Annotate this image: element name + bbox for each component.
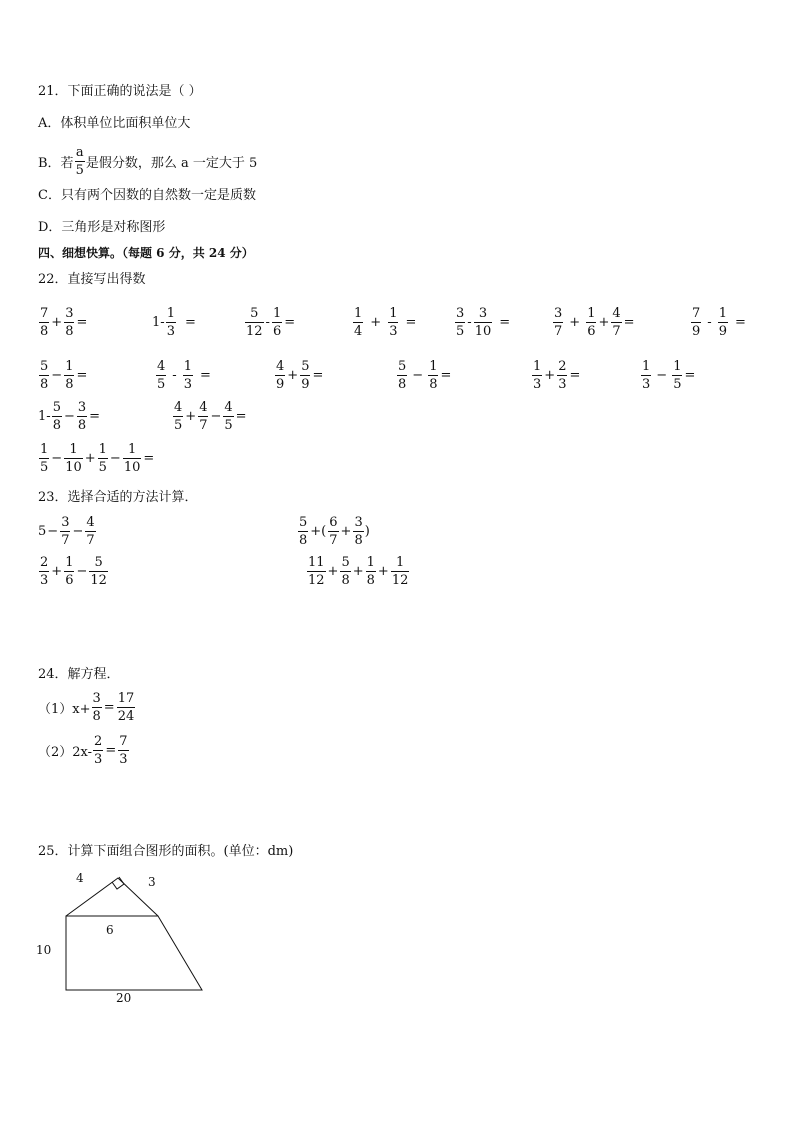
right-angle-mark xyxy=(112,877,124,889)
q21-option-c: C．只有两个因数的自然数一定是质数 xyxy=(38,188,256,203)
fraction: $\frac{a}{5}$ xyxy=(75,145,84,178)
q22-expr-5: $\frac{3}{5}$ - $\frac{3}{10}$ = xyxy=(456,306,511,339)
q22-expr-13: $\frac{1}{3}$ − $\frac{1}{5}$ = xyxy=(642,359,696,392)
q22-expr-1: $\frac{7}{8}$ + $\frac{3}{8}$ = xyxy=(40,306,88,339)
q23-title: 23．选择合适的方法计算． xyxy=(38,490,198,505)
q22-expr-2: 1 - $\frac{1}{3}$ = xyxy=(152,306,196,339)
q22-expr-7: $\frac{7}{9}$ - $\frac{1}{9}$ = xyxy=(692,306,746,339)
q21-title: 21．下面正确的说法是（ ） xyxy=(38,84,202,99)
q22-expr-12: $\frac{1}{3}$ + $\frac{2}{3}$ = xyxy=(533,359,581,392)
label-left-leg: 4 xyxy=(76,871,84,885)
q21-option-d: D．三角形是对称图形 xyxy=(38,220,166,235)
q22-expr-16: $\frac{1}{5}$ − $\frac{1}{10}$ + $\frac{1}{5}$ − $\frac{1}{10}$ = xyxy=(40,442,155,475)
q22-expr-9: $\frac{4}{5}$ - $\frac{1}{3}$ = xyxy=(157,359,211,392)
q21-option-a: A．体积单位比面积单位大 xyxy=(38,116,191,131)
label-top-base: 6 xyxy=(106,923,114,937)
q23-expr-3: $\frac{2}{3}$ + $\frac{1}{6}$ − $\frac{5}{12}$ xyxy=(40,555,107,588)
composite-figure-diagram xyxy=(30,868,250,1008)
q22-expr-8: $\frac{5}{8}$ − $\frac{1}{8}$ = xyxy=(40,359,88,392)
q22-title: 22．直接写出得数 xyxy=(38,272,146,287)
q21-b-suffix: 是假分数，那么 a 一定大于 5 xyxy=(85,156,258,171)
q22-expr-15: $\frac{4}{5}$ + $\frac{4}{7}$ − $\frac{4}{5}$ = xyxy=(174,400,247,433)
q23-expr-4: $\frac{11}{12}$ + $\frac{5}{8}$ + $\frac{1}{8}$ + $\frac{1}{12}$ xyxy=(308,555,409,588)
q22-expr-4: $\frac{1}{4}$ + $\frac{1}{3}$ = xyxy=(354,306,417,339)
label-height: 10 xyxy=(36,943,52,957)
q22-expr-3: $\frac{5}{12}$ - $\frac{1}{6}$ = xyxy=(246,306,296,339)
q23-expr-2: $\frac{5}{8}$ +( $\frac{6}{7}$ + $\frac{3}{8}$ ) xyxy=(299,515,370,548)
q24-equation-2: （2）2x- $\frac{2}{3}$ = $\frac{7}{3}$ xyxy=(38,734,128,767)
q22-expr-11: $\frac{5}{8}$ − $\frac{1}{8}$ = xyxy=(398,359,452,392)
label-right-leg: 3 xyxy=(148,875,156,889)
label-bottom: 20 xyxy=(116,991,132,1005)
q24-equation-1: （1）x+ $\frac{3}{8}$ = $\frac{17}{24}$ xyxy=(38,691,135,724)
trapezoid-shape xyxy=(66,916,202,990)
q22-expr-6: $\frac{3}{7}$ + $\frac{1}{6}$ + $\frac{4}{7}$ = xyxy=(554,306,635,339)
q21-b-prefix: B．若 xyxy=(38,156,74,171)
q22-expr-10: $\frac{4}{9}$ + $\frac{5}{9}$ = xyxy=(276,359,324,392)
q21-option-b xyxy=(38,146,257,177)
q23-expr-1: 5 − $\frac{3}{7}$ − $\frac{4}{7}$ xyxy=(38,515,95,548)
q25-title: 25．计算下面组合图形的面积。(单位：dm) xyxy=(38,844,294,859)
section-4-heading: 四、细想快算。（每题 6 分，共 24 分） xyxy=(38,246,254,260)
q24-title: 24．解方程． xyxy=(38,667,120,682)
q22-expr-14: 1 - $\frac{5}{8}$ − $\frac{3}{8}$ = xyxy=(38,400,101,433)
